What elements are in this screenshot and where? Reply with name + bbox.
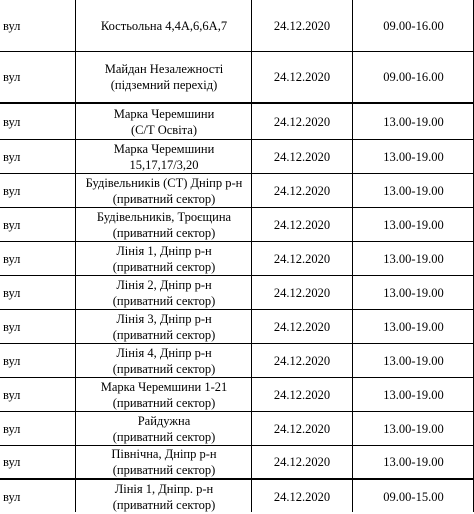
address-note: (С/Т Освіта) [130, 122, 197, 137]
address-note: (приватний сектор) [112, 191, 216, 206]
table-row [0, 208, 474, 242]
time-cell: 13.00-19.00 [383, 285, 444, 300]
time-cell: 09.00-16.00 [383, 18, 444, 33]
address-note: 15,17,17/3,20 [129, 157, 199, 172]
date-cell: 24.12.2020 [273, 285, 331, 300]
address-cell [76, 140, 252, 173]
time-cell: 13.00-19.00 [383, 251, 444, 266]
address-note: (приватний сектор) [112, 498, 216, 512]
table-row [0, 310, 474, 344]
table-row [0, 52, 474, 104]
street-type-cell: вул [3, 251, 21, 266]
street-type-cell: вул [3, 319, 21, 334]
address-line: Будівельників (СТ) Дніпр р-н [85, 175, 243, 190]
address-cell [76, 310, 252, 343]
date-cell: 24.12.2020 [273, 149, 331, 164]
time-cell: 13.00-19.00 [383, 114, 444, 129]
time-cell: 09.00-15.00 [383, 490, 444, 504]
street-type-cell: вул [3, 490, 21, 504]
time-cell: 13.00-19.00 [383, 421, 444, 436]
date-cell: 24.12.2020 [273, 183, 331, 198]
street-type-cell: вул [3, 149, 21, 164]
address-cell [76, 0, 252, 51]
address-note: (приватний сектор) [112, 293, 216, 308]
date-cell: 24.12.2020 [273, 18, 331, 33]
street-type-cell: вул [3, 70, 21, 84]
address-cell [76, 174, 252, 207]
address-line: Будівельників, Троєщина [96, 209, 232, 224]
address-line: Марка Черемшини 1-21 [100, 379, 228, 394]
address-line: Лінія 3, Дніпр р-н [116, 311, 212, 326]
time-cell: 13.00-19.00 [383, 353, 444, 368]
date-cell: 24.12.2020 [273, 319, 331, 334]
address-cell [76, 104, 252, 139]
street-type-cell: вул [3, 455, 21, 469]
street-type-cell: вул [3, 18, 21, 33]
table-row [0, 480, 474, 514]
address-cell [76, 208, 252, 241]
address-note: (приватний сектор) [112, 327, 216, 342]
date-cell: 24.12.2020 [273, 421, 331, 436]
address-note: (приватний сектор) [112, 395, 216, 410]
address-line: Марка Черемшини [113, 106, 215, 121]
street-type-cell: вул [3, 387, 21, 402]
table-row [0, 412, 474, 446]
time-cell: 13.00-19.00 [383, 183, 444, 198]
address-line: Лінія 1, Дніпр. р-н [114, 482, 214, 496]
address-note: (приватний сектор) [112, 429, 216, 444]
address-cell [76, 378, 252, 411]
address-note: (приватний сектор) [112, 463, 216, 477]
address-cell [76, 480, 252, 514]
table-row [0, 174, 474, 208]
table-row [0, 242, 474, 276]
street-type-cell: вул [3, 114, 21, 129]
date-cell: 24.12.2020 [273, 217, 331, 232]
table-row [0, 446, 474, 480]
date-cell: 24.12.2020 [273, 114, 331, 129]
date-cell: 24.12.2020 [273, 387, 331, 402]
table-row [0, 344, 474, 378]
address-cell [76, 446, 252, 478]
address-cell [76, 276, 252, 309]
table-row [0, 378, 474, 412]
date-cell: 24.12.2020 [273, 455, 331, 469]
time-cell: 13.00-19.00 [383, 149, 444, 164]
address-note: (приватний сектор) [112, 361, 216, 376]
address-line: Лінія 2, Дніпр р-н [116, 277, 212, 292]
date-cell: 24.12.2020 [273, 70, 331, 84]
street-type-cell: вул [3, 183, 21, 198]
time-cell: 13.00-19.00 [383, 455, 444, 469]
table-row [0, 0, 474, 52]
address-note: (приватний сектор) [112, 259, 216, 274]
date-cell: 24.12.2020 [273, 353, 331, 368]
address-note: (приватний сектор) [112, 225, 216, 240]
address-line: Костьольна 4,4А,6,6А,7 [100, 18, 228, 33]
table-row [0, 104, 474, 140]
table-row [0, 276, 474, 310]
address-line: Марка Черемшини [113, 141, 215, 156]
time-cell: 13.00-19.00 [383, 319, 444, 334]
address-note: (підземний перехід) [110, 78, 218, 92]
time-cell: 09.00-16.00 [383, 70, 444, 84]
address-cell [76, 242, 252, 275]
street-type-cell: вул [3, 217, 21, 232]
table-row [0, 140, 474, 174]
address-cell [76, 52, 252, 102]
time-cell: 13.00-19.00 [383, 217, 444, 232]
address-line: Майдан Незалежності [104, 62, 224, 76]
street-type-cell: вул [3, 421, 21, 436]
address-cell [76, 344, 252, 377]
time-cell: 13.00-19.00 [383, 387, 444, 402]
address-line: Райдужна [137, 413, 191, 428]
date-cell: 24.12.2020 [273, 251, 331, 266]
street-type-cell: вул [3, 353, 21, 368]
date-cell: 24.12.2020 [273, 490, 331, 504]
address-line: Лінія 1, Дніпр р-н [116, 243, 212, 258]
address-line: Північна, Дніпр р-н [111, 447, 217, 461]
address-cell [76, 412, 252, 445]
address-line: Лінія 4, Дніпр р-н [116, 345, 212, 360]
street-type-cell: вул [3, 285, 21, 300]
